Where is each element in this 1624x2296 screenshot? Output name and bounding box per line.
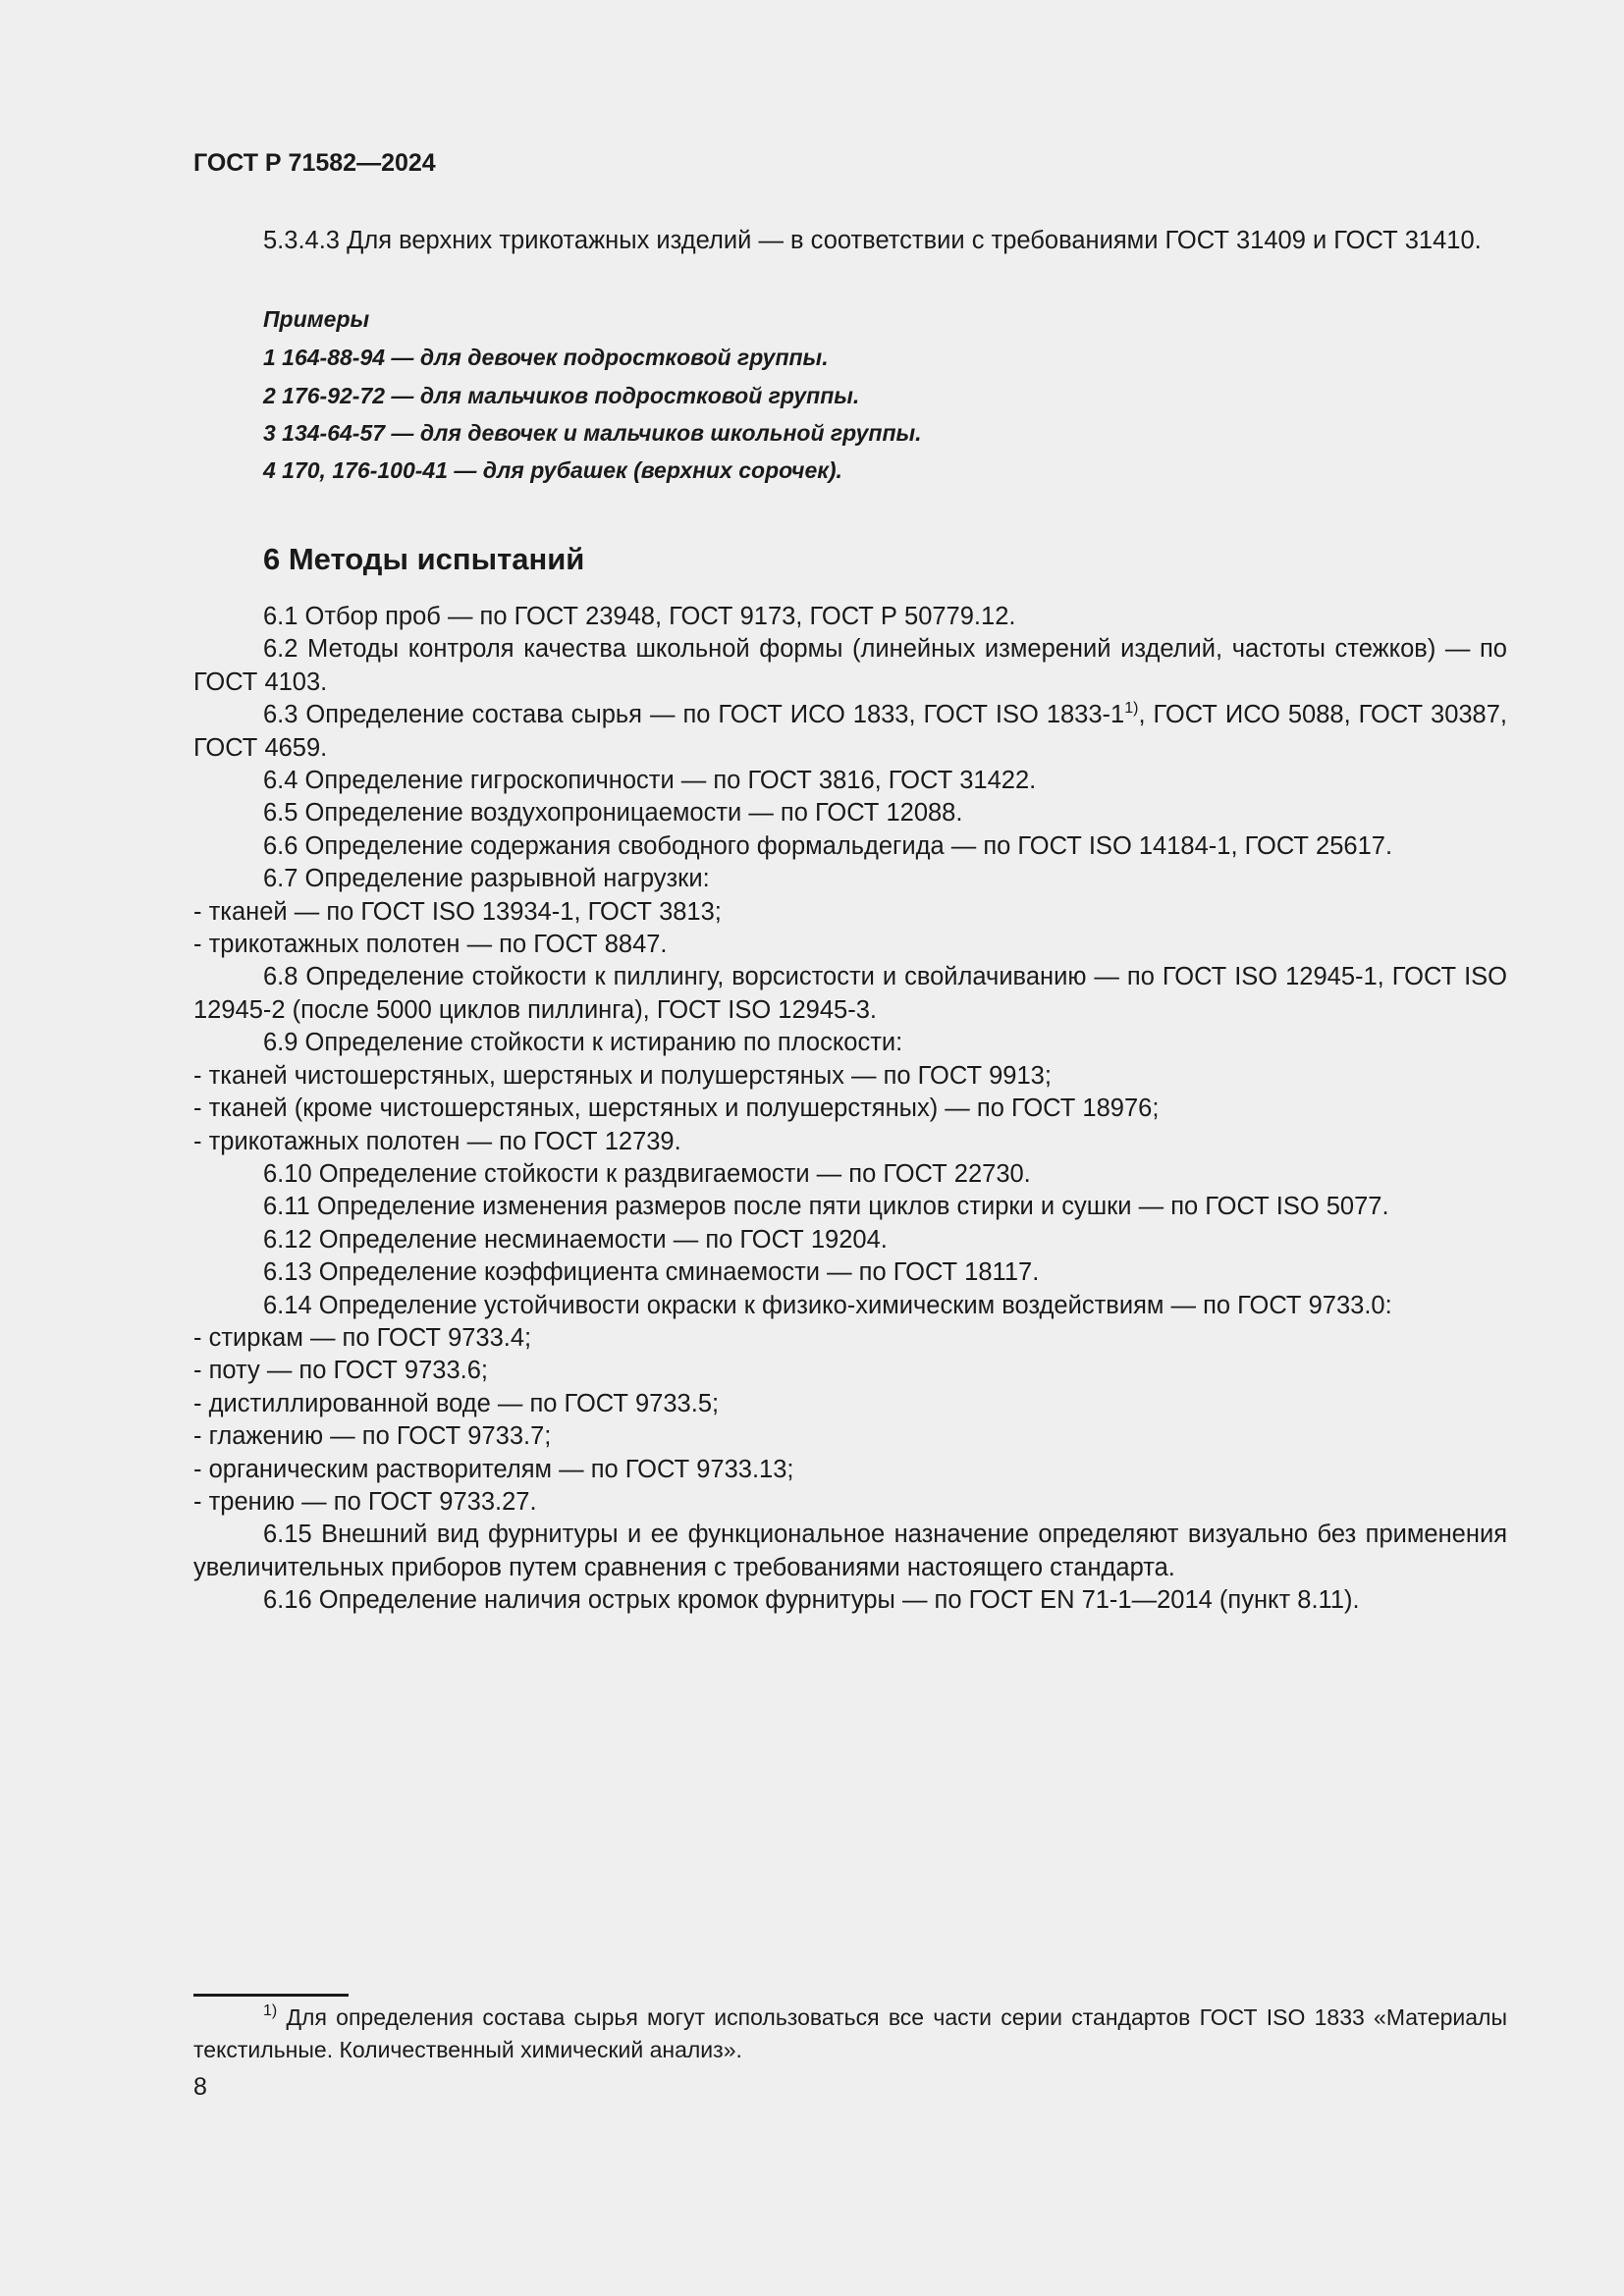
list-item: - трению — по ГОСТ 9733.27. xyxy=(193,1487,537,1516)
example-item: 3 134-64-57 — для девочек и мальчиков школьной группы. xyxy=(263,420,922,446)
section-body xyxy=(193,601,1507,1618)
section-heading: 6 Методы испытаний xyxy=(263,542,585,576)
page-number: 8 xyxy=(193,2073,207,2101)
paragraph-6-4: 6.4 Определение гигроскопичности — по ГОСТ 3816, ГОСТ 31422. xyxy=(263,767,1037,795)
list-item: - органическим растворителям — по ГОСТ 9733.13; xyxy=(193,1455,794,1483)
paragraph-6-15: 6.15 Внешний вид фурнитуры и ее функциональное назначение определяют визуально без применения увеличительных приборов путем сравнения с требованиями настоящего стандарта. xyxy=(193,1521,1507,1581)
footnote-separator xyxy=(193,1994,349,1997)
list-item: - трикотажных полотен — по ГОСТ 12739. xyxy=(193,1127,681,1155)
paragraph-6-12: 6.12 Определение несминаемости — по ГОСТ 19204. xyxy=(263,1225,888,1254)
example-item: 1 164-88-94 — для девочек подростковой группы. xyxy=(263,345,829,370)
footnote-ref: 1) xyxy=(1124,700,1139,718)
paragraph-5-3-4-3: 5.3.4.3 Для верхних трикотажных изделий — в соответствии с требованиями ГОСТ 31409 и ГОСТ 31410. xyxy=(263,227,1482,254)
paragraph-6-11: 6.11 Определение изменения размеров после пяти циклов стирки и сушки — по ГОСТ ISO 5077. xyxy=(263,1193,1389,1221)
paragraph-6-6: 6.6 Определение содержания свободного формальдегида — по ГОСТ ISO 14184-1, ГОСТ 25617. xyxy=(263,831,1393,860)
paragraph-6-1: 6.1 Отбор проб — по ГОСТ 23948, ГОСТ 9173, ГОСТ Р 50779.12. xyxy=(263,603,1016,630)
list-item: - глажению — по ГОСТ 9733.7; xyxy=(193,1422,552,1451)
paragraph-6-16: 6.16 Определение наличия острых кромок фурнитуры — по ГОСТ EN 71-1—2014 (пункт 8.11). xyxy=(263,1586,1360,1615)
list-item: - дистиллированной воде — по ГОСТ 9733.5; xyxy=(193,1389,720,1417)
paragraph-6-5: 6.5 Определение воздухопроницаемости — по ГОСТ 12088. xyxy=(263,799,963,828)
paragraph-6-3 xyxy=(193,699,1507,765)
list-item: - стиркам — по ГОСТ 9733.4; xyxy=(193,1323,532,1352)
footnote-marker: 1) xyxy=(263,2002,278,2019)
footnote-text: Для определения состава сырья могут использоваться все части серии стандартов ГОСТ ISO 1833 «Материалы текстильные. Количественный химический анализ». xyxy=(193,2004,1507,2062)
list-item: - трикотажных полотен — по ГОСТ 8847. xyxy=(193,931,668,959)
document-header: ГОСТ Р 71582—2024 xyxy=(193,149,436,177)
list-item: - тканей — по ГОСТ ISO 13934-1, ГОСТ 3813; xyxy=(193,897,722,926)
paragraph-6-13: 6.13 Определение коэффициента сминаемости — по ГОСТ 18117. xyxy=(263,1258,1040,1287)
example-item: 4 170, 176-100-41 — для рубашек (верхних сорочек). xyxy=(263,457,842,483)
paragraph-6-9: 6.9 Определение стойкости к истиранию по плоскости: xyxy=(263,1029,903,1057)
list-item: - тканей чистошерстяных, шерстяных и полушерстяных — по ГОСТ 9913; xyxy=(193,1061,1052,1090)
paragraph-6-14: 6.14 Определение устойчивости окраски к физико-химическим воздействиям — по ГОСТ 9733.0: xyxy=(263,1291,1392,1319)
list-item: - тканей (кроме чистошерстяных, шерстяных и полушерстяных) — по ГОСТ 18976; xyxy=(193,1095,1160,1123)
list-item: - поту — по ГОСТ 9733.6; xyxy=(193,1357,489,1385)
footnote xyxy=(193,2002,1507,2066)
paragraph-6-7: 6.7 Определение разрывной нагрузки: xyxy=(263,865,710,893)
example-item: 2 176-92-72 — для мальчиков подростковой группы. xyxy=(263,383,860,408)
paragraph-6-3-text: 6.3 Определение состава сырья — по ГОСТ ИСО 1833, ГОСТ ISO 1833-1 xyxy=(263,701,1125,729)
examples-title: Примеры xyxy=(263,306,370,332)
paragraph-6-2: 6.2 Методы контроля качества школьной формы (линейных измерений изделий, частоты стежков) — по ГОСТ 4103. xyxy=(193,635,1507,696)
paragraph-6-3-text-end: , ГОСТ ИСО 5088, ГОСТ 30387, ГОСТ 4659. xyxy=(193,701,1507,762)
paragraph-6-8: 6.8 Определение стойкости к пиллингу, ворсистости и свойлачиванию — по ГОСТ ISO 12945-1, ГОСТ ISO 12945-2 (после 5000 циклов пиллинга), ГОСТ ISO 12945-3. xyxy=(193,963,1507,1024)
paragraph-6-10: 6.10 Определение стойкости к раздвигаемости — по ГОСТ 22730. xyxy=(263,1159,1031,1188)
